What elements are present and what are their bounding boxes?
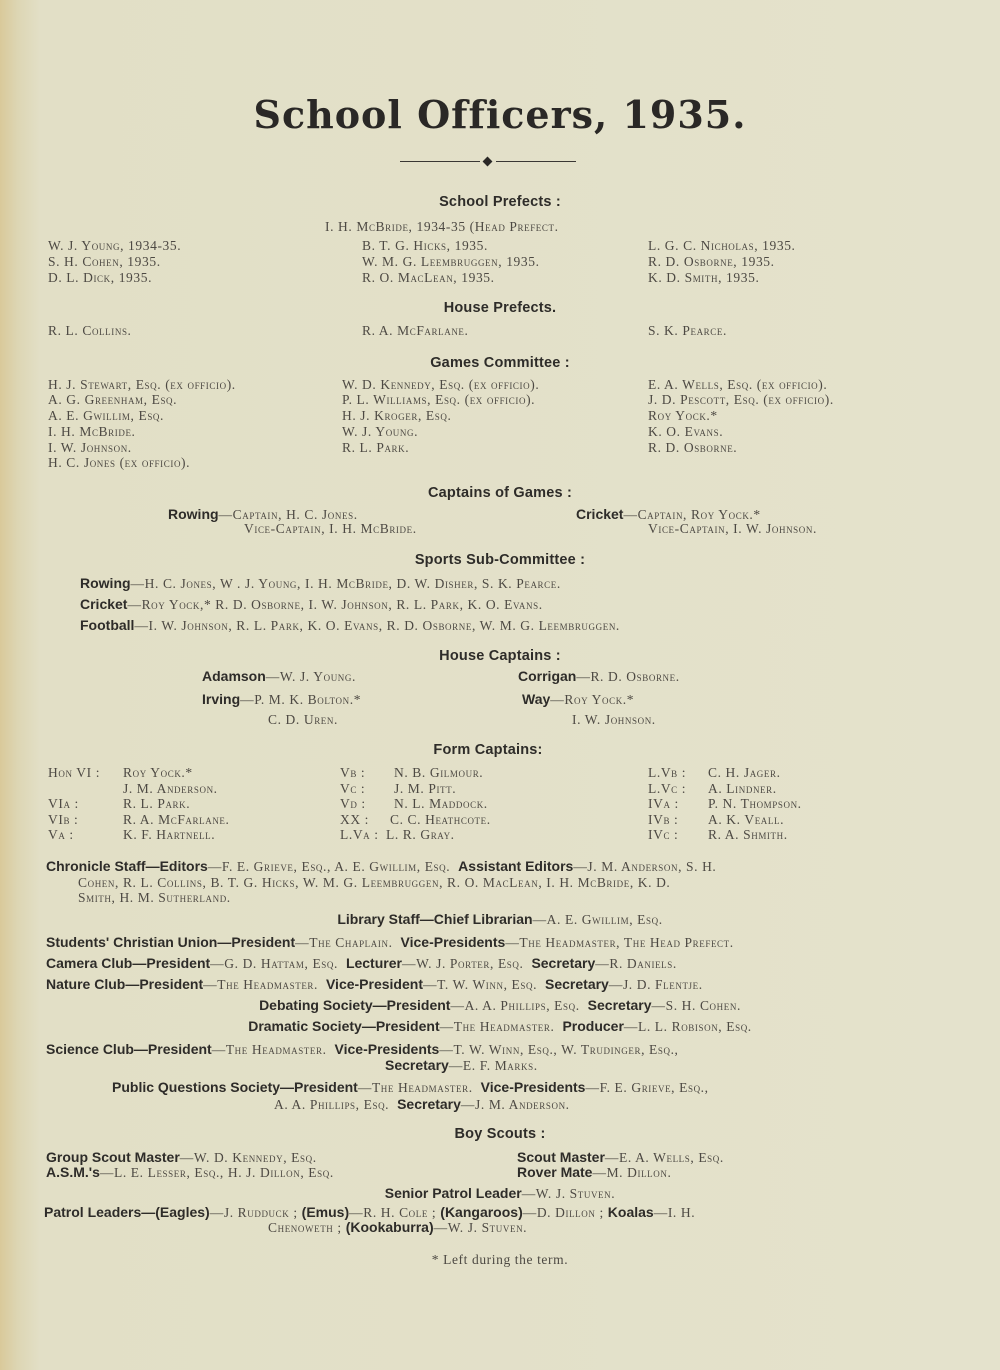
committee-member: J. D. Pescott, Esq. (ex officio).: [648, 392, 834, 407]
editors-names: —F. E. Grieve, Esq., A. E. Gwillim, Esq.: [207, 859, 451, 874]
students-christian-union: [46, 934, 734, 951]
sub-committee-row: [80, 575, 561, 592]
form-label: L.Va :: [340, 827, 379, 842]
sub-committee-row: [80, 617, 620, 634]
role-holder: —W. J. Stuven.: [521, 1186, 616, 1201]
role-label: —President: [133, 1041, 212, 1057]
prefect: S. H. Cohen, 1935.: [48, 254, 161, 269]
house-captain-irving-2: C. D. Uren.: [268, 712, 338, 727]
form-label: Vd :: [340, 796, 366, 811]
role-holder: —G. D. Hattam, Esq.: [210, 956, 338, 971]
senior-patrol-leader: [0, 1185, 1000, 1202]
form-label: Vb :: [340, 765, 366, 780]
public-questions-society-2: [274, 1096, 570, 1113]
games-committee-heading: Games Committee :: [430, 355, 570, 371]
library-staff: [0, 911, 1000, 928]
ornament-diamond-icon: [483, 157, 493, 167]
sport-members: —Roy Yock,* R. D. Osborne, I. W. Johnson, R. L. Park, K. O. Evans.: [127, 597, 543, 612]
page-title: School Officers, 1935.: [253, 92, 747, 137]
role-label: Secretary: [397, 1096, 461, 1112]
house-captains-heading: House Captains :: [439, 648, 561, 664]
role-holder: —T. W. Winn, Esq.: [422, 977, 538, 992]
role-holder: —The Chaplain.: [295, 935, 393, 950]
sub-committee-row: [80, 596, 543, 613]
role-label: Producer: [562, 1018, 624, 1034]
library-role: —Chief Librarian: [419, 911, 533, 927]
society-label: Nature Club: [46, 976, 126, 992]
form-captain: N. L. Maddock.: [394, 796, 488, 811]
form-label: IVa :: [648, 796, 679, 811]
house-prefects-heading: House Prefects.: [443, 300, 557, 316]
rowing-vice-captain: Vice-Captain, I. H. McBride.: [244, 521, 417, 536]
head-prefect: I. H. McBride, 1934-35 (Head Prefect.: [325, 219, 559, 234]
house-captain-adamson: [202, 668, 356, 685]
form-captain: K. F. Hartnell.: [123, 827, 216, 842]
role-label: Senior Patrol Leader: [384, 1185, 522, 1201]
form-label: L.Vc :: [648, 781, 687, 796]
role-label: Secretary: [545, 976, 609, 992]
prefect: R. D. Osborne, 1935.: [648, 254, 775, 269]
role-label: —President: [217, 934, 296, 950]
society-label: Dramatic Society: [248, 1018, 362, 1034]
committee-member: W. D. Kennedy, Esq. (ex officio).: [342, 377, 540, 392]
committee-member: E. A. Wells, Esq. (ex officio).: [648, 377, 828, 392]
role-holder: —M. Dillon.: [592, 1165, 672, 1180]
form-captain: R. A. Shmith.: [708, 827, 788, 842]
form-captain: A. Lindner.: [708, 781, 777, 796]
committee-member: R. D. Osborne.: [648, 440, 738, 455]
role-holder: —R. Daniels.: [595, 956, 677, 971]
role-holder: —J. M. Anderson.: [460, 1097, 570, 1112]
role-label: —President: [132, 955, 211, 971]
house-label: Way: [522, 691, 551, 707]
role-label: Vice-Presidents: [334, 1041, 440, 1057]
school-prefects-heading: School Prefects :: [439, 194, 561, 210]
role-holder: —The Headmaster.: [357, 1080, 473, 1095]
public-questions-society: [112, 1079, 709, 1096]
role-holder: A. A. Phillips, Esq.: [274, 1097, 390, 1112]
role-holder: —The Headmaster.: [211, 1042, 327, 1057]
role-label: Scout Master: [517, 1149, 605, 1165]
role-label: Patrol Leaders—(Eagles): [44, 1204, 210, 1220]
form-captain: P. N. Thompson.: [708, 796, 802, 811]
role-holder: —D. Dillon ;: [522, 1205, 604, 1220]
role-label: Secretary: [385, 1057, 449, 1073]
chronicle-label: Chronicle Staff: [46, 858, 146, 874]
house-captain-way-2: I. W. Johnson.: [572, 712, 656, 727]
prefect: R. O. MacLean, 1935.: [362, 270, 495, 285]
role-holder: —W. J. Porter, Esq.: [401, 956, 524, 971]
role-holder: Chenoweth ;: [268, 1220, 342, 1235]
form-label: IVb :: [648, 812, 679, 827]
role-label: Secretary: [531, 955, 596, 971]
form-captain: N. B. Gilmour.: [394, 765, 484, 780]
house-label: Irving: [202, 691, 241, 707]
role-holder: —W. J. Stuven.: [433, 1220, 528, 1235]
editors-label: —Editors: [145, 858, 208, 874]
form-label: Hon VI :: [48, 765, 101, 780]
house-prefect: S. K. Pearce.: [648, 323, 727, 338]
sport-label: Cricket: [80, 596, 128, 612]
role-label: —President: [125, 976, 204, 992]
boy-scouts-heading: Boy Scouts :: [454, 1126, 546, 1142]
house-prefect: R. L. Collins.: [48, 323, 132, 338]
role-label: Vice-Presidents: [480, 1079, 586, 1095]
role-label: —President: [372, 997, 451, 1013]
form-captains-heading: Form Captains:: [433, 742, 543, 758]
science-club: [46, 1041, 679, 1058]
role-holder: —S. H. Cohen.: [651, 998, 741, 1013]
asms: [46, 1164, 334, 1181]
society-label: Camera Club: [46, 955, 133, 971]
house-captain: —W. J. Young.: [265, 669, 356, 684]
role-label: Koalas: [607, 1204, 654, 1220]
role-holder: —L. L. Robison, Esq.: [623, 1019, 752, 1034]
committee-member: H. C. Jones (ex officio).: [48, 455, 191, 470]
role-label: Secretary: [587, 997, 652, 1013]
ornament-line-left: [400, 161, 480, 162]
committee-member: H. J. Stewart, Esq. (ex officio).: [48, 377, 236, 392]
role-label: Vice-President: [325, 976, 423, 992]
rowing-label: Rowing: [168, 506, 219, 522]
role-holder: —A. A. Phillips, Esq.: [450, 998, 580, 1013]
prefect: D. L. Dick, 1935.: [48, 270, 153, 285]
prefect: W. J. Young, 1934-35.: [48, 238, 182, 253]
form-label: XX :: [340, 812, 370, 827]
house-captain: —R. D. Osborne.: [576, 669, 680, 684]
committee-member: Roy Yock.*: [648, 408, 718, 423]
role-holder: —F. E. Grieve, Esq.,: [585, 1080, 709, 1095]
house-captain-irving: [202, 691, 361, 708]
role-label: Lecturer: [345, 955, 402, 971]
role-label: —President: [361, 1018, 440, 1034]
committee-member: A. E. Gwillim, Esq.: [48, 408, 165, 423]
rover-mate: [517, 1164, 671, 1181]
role-holder: —E. F. Marks.: [448, 1058, 538, 1073]
society-label: Public Questions Society: [112, 1079, 281, 1095]
chronicle-staff-line-2: Cohen, R. L. Collins, B. T. G. Hicks, W. M. G. Leembruggen, R. O. MacLean, I. H. McBride, K. D.: [78, 875, 671, 890]
committee-member: I. W. Johnson.: [48, 440, 132, 455]
sport-members: —H. C. Jones, W . J. Young, I. H. McBride, D. W. Disher, S. K. Pearce.: [130, 576, 561, 591]
role-holder: —R. H. Cole ;: [349, 1205, 437, 1220]
role-label: A.S.M.'s: [46, 1164, 100, 1180]
role-holder: —The Headmaster, The Head Prefect.: [505, 935, 734, 950]
ornament-line-right: [496, 161, 576, 162]
role-holder: —I. H.: [653, 1205, 696, 1220]
sport-label: Football: [80, 617, 135, 633]
role-holder: —The Headmaster.: [439, 1019, 555, 1034]
prefect: B. T. G. Hicks, 1935.: [362, 238, 488, 253]
form-label: IVc :: [648, 827, 679, 842]
role-label: Group Scout Master: [46, 1149, 180, 1165]
house-captain-way: [522, 691, 634, 708]
committee-member: I. H. McBride.: [48, 424, 136, 439]
form-label: Vc :: [340, 781, 366, 796]
form-captain: Roy Yock.*: [123, 765, 193, 780]
house-captain: —P. M. K. Bolton.*: [240, 692, 362, 707]
sport-label: Rowing: [80, 575, 131, 591]
role-label: Rover Mate: [517, 1164, 593, 1180]
committee-member: K. O. Evans.: [648, 424, 724, 439]
role-label: (Kookaburra): [345, 1219, 434, 1235]
science-club-secretary: [385, 1057, 538, 1074]
cricket-label: Cricket: [576, 506, 624, 522]
form-captain: R. L. Park.: [123, 796, 191, 811]
role-holder: —E. A. Wells, Esq.: [604, 1150, 724, 1165]
committee-member: P. L. Williams, Esq. (ex officio).: [342, 392, 536, 407]
prefect: L. G. C. Nicholas, 1935.: [648, 238, 796, 253]
role-holder: —L. E. Lesser, Esq., H. J. Dillon, Esq.: [99, 1165, 334, 1180]
committee-member: W. J. Young.: [342, 424, 419, 439]
role-holder: —W. D. Kennedy, Esq.: [179, 1150, 317, 1165]
form-label: VIa :: [48, 796, 79, 811]
role-holder: —The Headmaster.: [203, 977, 319, 992]
role-holder: —T. W. Winn, Esq., W. Trudinger, Esq.,: [439, 1042, 679, 1057]
cricket-vice-captain: Vice-Captain, I. W. Johnson.: [648, 521, 817, 536]
library-name: —A. E. Gwillim, Esq.: [532, 912, 663, 927]
prefect: K. D. Smith, 1935.: [648, 270, 760, 285]
role-holder: —J. D. Flentje.: [608, 977, 703, 992]
camera-club: [46, 955, 677, 972]
house-captain-corrigan: [518, 668, 680, 685]
form-captain: R. A. McFarlane.: [123, 812, 230, 827]
form-label: Va :: [48, 827, 74, 842]
committee-member: H. J. Kroger, Esq.: [342, 408, 452, 423]
dramatic-society: [0, 1018, 1000, 1035]
nature-club: [46, 976, 703, 993]
house-label: Adamson: [202, 668, 266, 684]
society-label: Science Club: [46, 1041, 134, 1057]
society-label: Debating Society: [259, 997, 373, 1013]
chronicle-staff-line-3: Smith, H. M. Sutherland.: [78, 890, 231, 905]
role-label: (Kangaroos): [440, 1204, 523, 1220]
sport-members: —I. W. Johnson, R. L. Park, K. O. Evans, R. D. Osborne, W. M. G. Leembruggen.: [134, 618, 620, 633]
form-captain: C. C. Heathcote.: [390, 812, 491, 827]
captains-of-games-heading: Captains of Games :: [428, 485, 572, 501]
role-label: Vice-Presidents: [400, 934, 506, 950]
footnote: * Left during the term.: [431, 1252, 569, 1267]
assistant-editors-names: —J. M. Anderson, S. H.: [573, 859, 717, 874]
library-label: Library Staff: [337, 911, 420, 927]
assistant-editors-label: Assistant Editors: [458, 858, 574, 874]
form-captain: C. H. Jager.: [708, 765, 781, 780]
house-captain: —Roy Yock.*: [550, 692, 635, 707]
rowing-captain: —Captain, H. C. Jones.: [218, 507, 358, 522]
house-label: Corrigan: [518, 668, 577, 684]
chronicle-staff-line-1: [46, 858, 716, 875]
debating-society: [0, 997, 1000, 1014]
form-label: VIb :: [48, 812, 79, 827]
role-label: —President: [280, 1079, 358, 1095]
form-label: L.Vb :: [648, 765, 687, 780]
role-holder: —J. Rudduck ;: [209, 1205, 298, 1220]
title-ornament: [400, 158, 576, 166]
society-label: Students' Christian Union: [46, 934, 218, 950]
patrol-leaders-2: [268, 1219, 527, 1236]
committee-member: A. G. Greenham, Esq.: [48, 392, 178, 407]
sports-sub-committee-heading: Sports Sub-Committee :: [414, 552, 586, 568]
form-captain: J. M. Pitt.: [394, 781, 457, 796]
role-label: (Emus): [301, 1204, 350, 1220]
prefect: W. M. G. Leembruggen, 1935.: [362, 254, 540, 269]
house-prefect: R. A. McFarlane.: [362, 323, 469, 338]
form-captain: A. K. Veall.: [708, 812, 785, 827]
committee-member: R. L. Park.: [342, 440, 410, 455]
form-captain: L. R. Gray.: [386, 827, 455, 842]
form-captain: J. M. Anderson.: [123, 781, 218, 796]
cricket-captain: —Captain, Roy Yock.*: [623, 507, 761, 522]
